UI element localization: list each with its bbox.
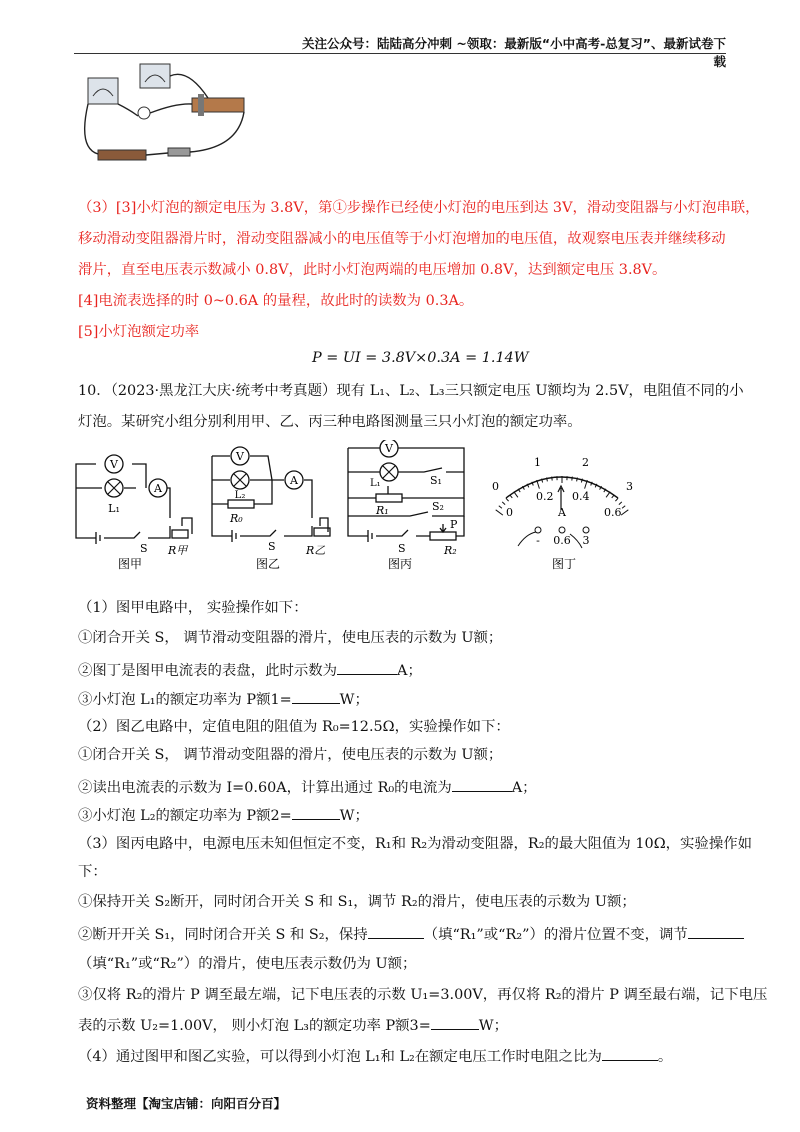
part3-step-c-line1: ③仅将 R₂的滑片 P 调至最左端，记下电压表的示数 U₁=3.00V，再仅将 R₂的滑片 P 调至最右端，记下电压 [78, 987, 768, 1003]
terminal-3: 3 [582, 534, 590, 547]
part4: （4）通过图甲和图乙实验，可以得到小灯泡 L₁和 L₂在额定电压工作时电阻之比为 。 [78, 1046, 672, 1067]
answer-blank[interactable] [292, 805, 340, 820]
answer-part3-line2: 移动滑动变阻器滑片时，滑动变阻器减小的电压值等于小灯泡增加的电压值，故观察电压表并继续移动 [78, 231, 726, 247]
switch-label: S [268, 540, 276, 553]
part3-step-c-line2: 表的示数 U₂=1.00V， 则小灯泡 L₃的额定功率 P额3= W； [78, 1015, 508, 1036]
unit-label: A [558, 506, 566, 519]
rheostat-label: R甲 [168, 544, 188, 557]
circuit-diagram-yi [208, 446, 334, 574]
circuit-diagram-bing [346, 440, 474, 574]
lamp-label: L₁ [370, 478, 381, 489]
figure-yi-caption: 图乙 [256, 557, 281, 571]
voltmeter-label: V [236, 450, 244, 463]
answer-part4: [4]电流表选择的时 0~0.6A 的量程，故此时的读数为 0.3A。 [78, 293, 474, 309]
rheostat-r1-label: R₁ [376, 504, 389, 517]
part3-line1: （3）图丙电路中，电源电压未知但恒定不变，R₁和 R₂为滑动变阻器，R₂的最大阻值为 10Ω，实验操作如 [78, 836, 752, 852]
ammeter-label: A [154, 482, 162, 495]
top-scale-3: 3 [626, 480, 633, 493]
answer-blank[interactable] [368, 924, 424, 939]
part1-title: （1）图甲电路中， 实验操作如下： [78, 600, 308, 616]
voltmeter-label: V [385, 442, 393, 455]
answer-blank[interactable] [602, 1046, 658, 1061]
rheostat-label: R乙 [306, 544, 326, 557]
dial-tick [606, 492, 610, 498]
bottom-scale-0-2: 0.2 [536, 490, 554, 503]
dial-tick [621, 510, 628, 515]
lamp-label: L₁ [108, 502, 120, 515]
terminal-minus: - [536, 534, 540, 547]
dial-tick [552, 477, 553, 481]
dial-tick [615, 498, 618, 501]
switch-s2-label: S₂ [432, 500, 444, 513]
resistor-label: R₀ [230, 512, 243, 525]
figure-ding-caption: 图丁 [552, 557, 577, 571]
answer-blank[interactable] [337, 660, 397, 675]
switch-label: S [398, 542, 406, 555]
circuit-diagram-jia [74, 446, 196, 574]
switch-s1-label: S₁ [430, 474, 442, 487]
answer-blank[interactable] [292, 689, 340, 704]
dial-tick [622, 506, 625, 509]
part2-step-a: ①闭合开关 S， 调节滑动变阻器的滑片，使电压表的示数为 U额； [78, 747, 503, 763]
part1-step-c: ③小灯泡 L₁的额定功率为 P额1= W； [78, 689, 369, 710]
bottom-scale-0-6: 0.6 [604, 506, 622, 519]
part2-step-b: ②读出电流表的示数为 I=0.60A，计算出通过 R₀的电流为 A； [78, 777, 537, 798]
part2-title: （2）图乙电路中，定值电阻的阻值为 R₀=12.5Ω，实验操作如下： [78, 719, 510, 735]
answer-blank[interactable] [452, 777, 512, 792]
power-formula: P = UI = 3.8V×0.3A = 1.14W [312, 350, 529, 366]
page-footer: 资料整理【淘宝店铺：向阳百分百】 [86, 1096, 287, 1111]
lamp-label: L₂ [234, 490, 246, 501]
top-scale-0: 0 [492, 480, 499, 493]
dial-tick [510, 495, 513, 498]
dial-tick [496, 510, 503, 515]
dial-tick [514, 492, 518, 498]
figure-bing-caption: 图丙 [388, 557, 413, 571]
question-10-line1: 10．（2023·黑龙江大庆·统考中考真题）现有 L₁、L₂、L₃三只额定电压 U额均为 2.5V，电阻值不同的小 [78, 383, 744, 399]
dial-tick [499, 506, 502, 509]
dial-tick [502, 502, 505, 505]
answer-part5: [5]小灯泡额定功率 [78, 324, 200, 340]
part3-line2: 下： [78, 864, 107, 880]
answer-blank[interactable] [688, 924, 744, 939]
top-scale-1: 1 [534, 456, 541, 469]
slider-p-label: P [450, 518, 458, 531]
answer-part3-line3: 滑片，直至电压表示数减小 0.8V，此时小灯泡两端的电压增加 0.8V，达到额定电压 3.8V。 [78, 262, 667, 278]
part3-step-b-line1: ②断开开关 S₁，同时闭合开关 S 和 S₂，保持 （填“R₁”或“R₂”）的滑片位置不变，调节 [78, 924, 744, 945]
ammeter-label: A [290, 474, 298, 487]
top-scale-2: 2 [582, 456, 589, 469]
dial-tick [572, 477, 573, 481]
part3-step-a: ①保持开关 S₂断开，同时闭合开关 S 和 S₁，调节 R₂的滑片，使电压表的示数为 U额； [78, 894, 636, 910]
rheostat-r2-label: R₂ [444, 544, 457, 557]
bottom-scale-0: 0 [506, 506, 513, 519]
dial-tick [506, 498, 509, 501]
terminal-0-6: 0.6 [553, 534, 571, 547]
question-10-line2: 灯泡。某研究小组分别利用甲、乙、丙三种电路图测量三只小灯泡的额定功率。 [78, 414, 582, 430]
figure-jia-caption: 图甲 [118, 557, 143, 571]
apparatus-illustration [78, 58, 258, 166]
part1-step-a: ①闭合开关 S， 调节滑动变阻器的滑片，使电压表的示数为 U额； [78, 630, 503, 646]
page-header: 关注公众号：陆陆高分冲刺 ~领取：最新版“小中高考-总复习”、最新试卷下载 [302, 36, 726, 69]
part3-step-b-line2: （填“R₁”或“R₂”）的滑片，使电压表示数仍为 U额； [78, 956, 417, 972]
header-divider [74, 53, 726, 54]
answer-part3-line1: （3）[3]小灯泡的额定电压为 3.8V，第①步操作已经使小灯泡的电压到达 3V，滑动变阻器与小灯泡串联， [78, 200, 760, 216]
dial-tick [619, 502, 622, 505]
ammeter-dial [486, 448, 636, 574]
bottom-scale-0-4: 0.4 [572, 490, 590, 503]
part2-step-c: ③小灯泡 L₂的额定功率为 P额2= W； [78, 805, 369, 826]
voltmeter-label: V [110, 458, 118, 471]
switch-label: S [140, 542, 148, 555]
part1-step-b: ②图丁是图甲电流表的表盘，此时示数为 A； [78, 660, 422, 681]
answer-blank[interactable] [431, 1015, 479, 1030]
